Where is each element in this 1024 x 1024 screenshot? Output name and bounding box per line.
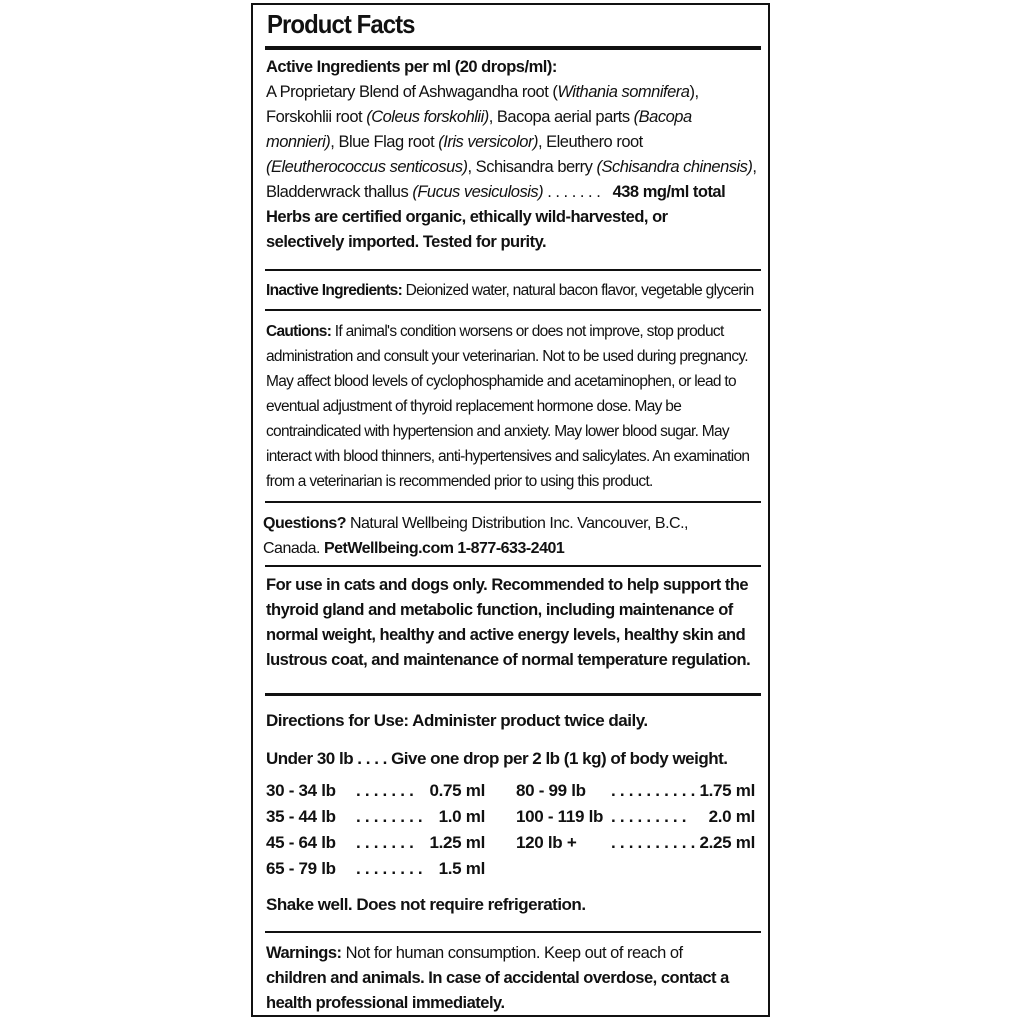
inactive-text: Deionized water, natural bacon flavor, vegetable glycerin [402, 282, 754, 299]
latin-name: Withania somnifera [557, 83, 690, 101]
text: Bladderwrack thallus [266, 183, 413, 201]
herbs-line-1: Herbs are certified organic, ethically wild-harvested, or [266, 208, 668, 226]
divider [265, 693, 761, 696]
warnings-label: Warnings: [266, 944, 342, 962]
text: ), [689, 83, 699, 101]
warnings-line-1 [266, 941, 762, 966]
inactive-ingredients [266, 278, 762, 303]
total-amount: 438 mg/ml total [612, 183, 726, 201]
dose-amount: 1.25 ml [429, 833, 485, 852]
dose-amount: 1.0 ml [438, 807, 485, 826]
leader-dots: . . . . . . . [356, 781, 414, 800]
dose-weight: 80 - 99 lb [516, 781, 586, 800]
latin-name: (Iris versicolor) [438, 133, 538, 151]
dose-weight: 120 lb + [516, 833, 577, 852]
questions-section [263, 511, 759, 561]
product-facts-panel [251, 3, 770, 1017]
questions-line-2 [263, 536, 759, 561]
active-line-5 [266, 180, 762, 205]
leader-dots: . . . . . . . . . [611, 807, 687, 826]
cautions-line-1 [266, 319, 762, 344]
leader-dots: . . . . . . . . [356, 859, 423, 878]
text: A Proprietary Blend of Ashwagandha root ( [266, 83, 558, 101]
cautions-line-6: interact with blood thinners, anti-hypertensives and salicylates. An examination [266, 448, 750, 465]
active-line-1 [266, 80, 762, 105]
latin-name: (Eleutherococcus senticosus) [266, 158, 468, 176]
text: , Bacopa aerial parts [488, 108, 634, 126]
dose-weight: 65 - 79 lb [266, 859, 336, 878]
directions-heading: Directions for Use: Administer product twice daily. [266, 711, 648, 730]
leader-dots: . . . . . . . . [356, 807, 423, 826]
latin-name: monnieri) [266, 133, 331, 151]
questions-line-1 [263, 511, 759, 536]
text: , [752, 158, 757, 176]
text: , Schisandra berry [467, 158, 597, 176]
leader-dots: . . . . . . . [356, 833, 414, 852]
inactive-label: Inactive Ingredients: [266, 282, 403, 299]
divider [265, 565, 761, 567]
contact-info: PetWellbeing.com 1-877-633-2401 [323, 540, 565, 557]
divider [265, 309, 761, 311]
text: Not for human consumption. Keep out of reach of [341, 944, 683, 962]
leader-dots: . . . . . . . [543, 183, 601, 201]
latin-name: (Fucus vesiculosis) [412, 183, 544, 201]
text: Canada. [263, 540, 324, 557]
active-ingredients-section [266, 55, 762, 255]
dose-weight: 45 - 64 lb [266, 833, 336, 852]
dose-weight: 35 - 44 lb [266, 807, 336, 826]
usage-line-4: lustrous coat, and maintenance of normal temperature regulation. [266, 651, 751, 669]
cautions-line-7: from a veterinarian is recommended prior to using this product. [266, 473, 653, 490]
active-line-3 [266, 130, 762, 155]
cautions-line-2: administration and consult your veterinarian. Not to be used during pregnancy. [266, 348, 748, 365]
warnings-section [266, 941, 762, 1016]
usage-line-2: thyroid gland and metabolic function, including maintenance of [266, 601, 733, 619]
warnings-line-3: health professional immediately. [266, 994, 505, 1012]
dose-amount: 1.5 ml [438, 859, 485, 878]
text: , Blue Flag root [330, 133, 439, 151]
dose-amount: 1.75 ml [699, 781, 755, 800]
text: , Eleuthero root [537, 133, 643, 151]
dose-weight: 30 - 34 lb [266, 781, 336, 800]
title-rule [265, 46, 761, 50]
active-line-2 [266, 105, 762, 130]
latin-name: (Schisandra chinensis) [596, 158, 753, 176]
usage-statement [266, 573, 762, 673]
leader-dots: . . . . . . . . . . [611, 833, 696, 852]
questions-label: Questions? [263, 515, 347, 532]
text: If animal's condition worsens or does not improve, stop product [331, 323, 724, 340]
text: Natural Wellbeing Distribution Inc. Vancouver, B.C., [346, 515, 688, 532]
active-ingredients-heading: Active Ingredients per ml (20 drops/ml): [266, 58, 557, 76]
directions-under-30: Under 30 lb . . . . Give one drop per 2 lb (1 kg) of body weight. [266, 749, 728, 768]
herbs-line-2: selectively imported. Tested for purity. [266, 233, 547, 251]
dose-amount: 2.0 ml [708, 807, 755, 826]
cautions-line-4: eventual adjustment of thyroid replacement hormone dose. May be [266, 398, 682, 415]
text: Forskohlii root [266, 108, 367, 126]
divider [265, 501, 761, 503]
cautions-line-3: May affect blood levels of cyclophosphamide and acetaminophen, or lead to [266, 373, 736, 390]
cautions-section [266, 319, 762, 494]
dose-amount: 2.25 ml [699, 833, 755, 852]
divider [265, 931, 761, 933]
dose-amount: 0.75 ml [429, 781, 485, 800]
usage-line-1: For use in cats and dogs only. Recommended to help support the [266, 576, 749, 594]
active-line-4 [266, 155, 762, 180]
warnings-line-2: children and animals. In case of accidental overdose, contact a [266, 969, 729, 987]
storage-note: Shake well. Does not require refrigeration. [266, 895, 586, 914]
latin-name: (Coleus forskohlii) [366, 108, 489, 126]
cautions-label: Cautions: [266, 323, 332, 340]
usage-line-3: normal weight, healthy and active energy levels, healthy skin and [266, 626, 746, 644]
latin-name: (Bacopa [633, 108, 692, 126]
leader-dots: . . . . . . . . . . [611, 781, 696, 800]
dose-weight: 100 - 119 lb [516, 807, 604, 826]
panel-title: Product Facts [267, 9, 415, 39]
divider [265, 269, 761, 271]
cautions-line-5: contraindicated with hypertension and anxiety. May lower blood sugar. May [266, 423, 729, 440]
